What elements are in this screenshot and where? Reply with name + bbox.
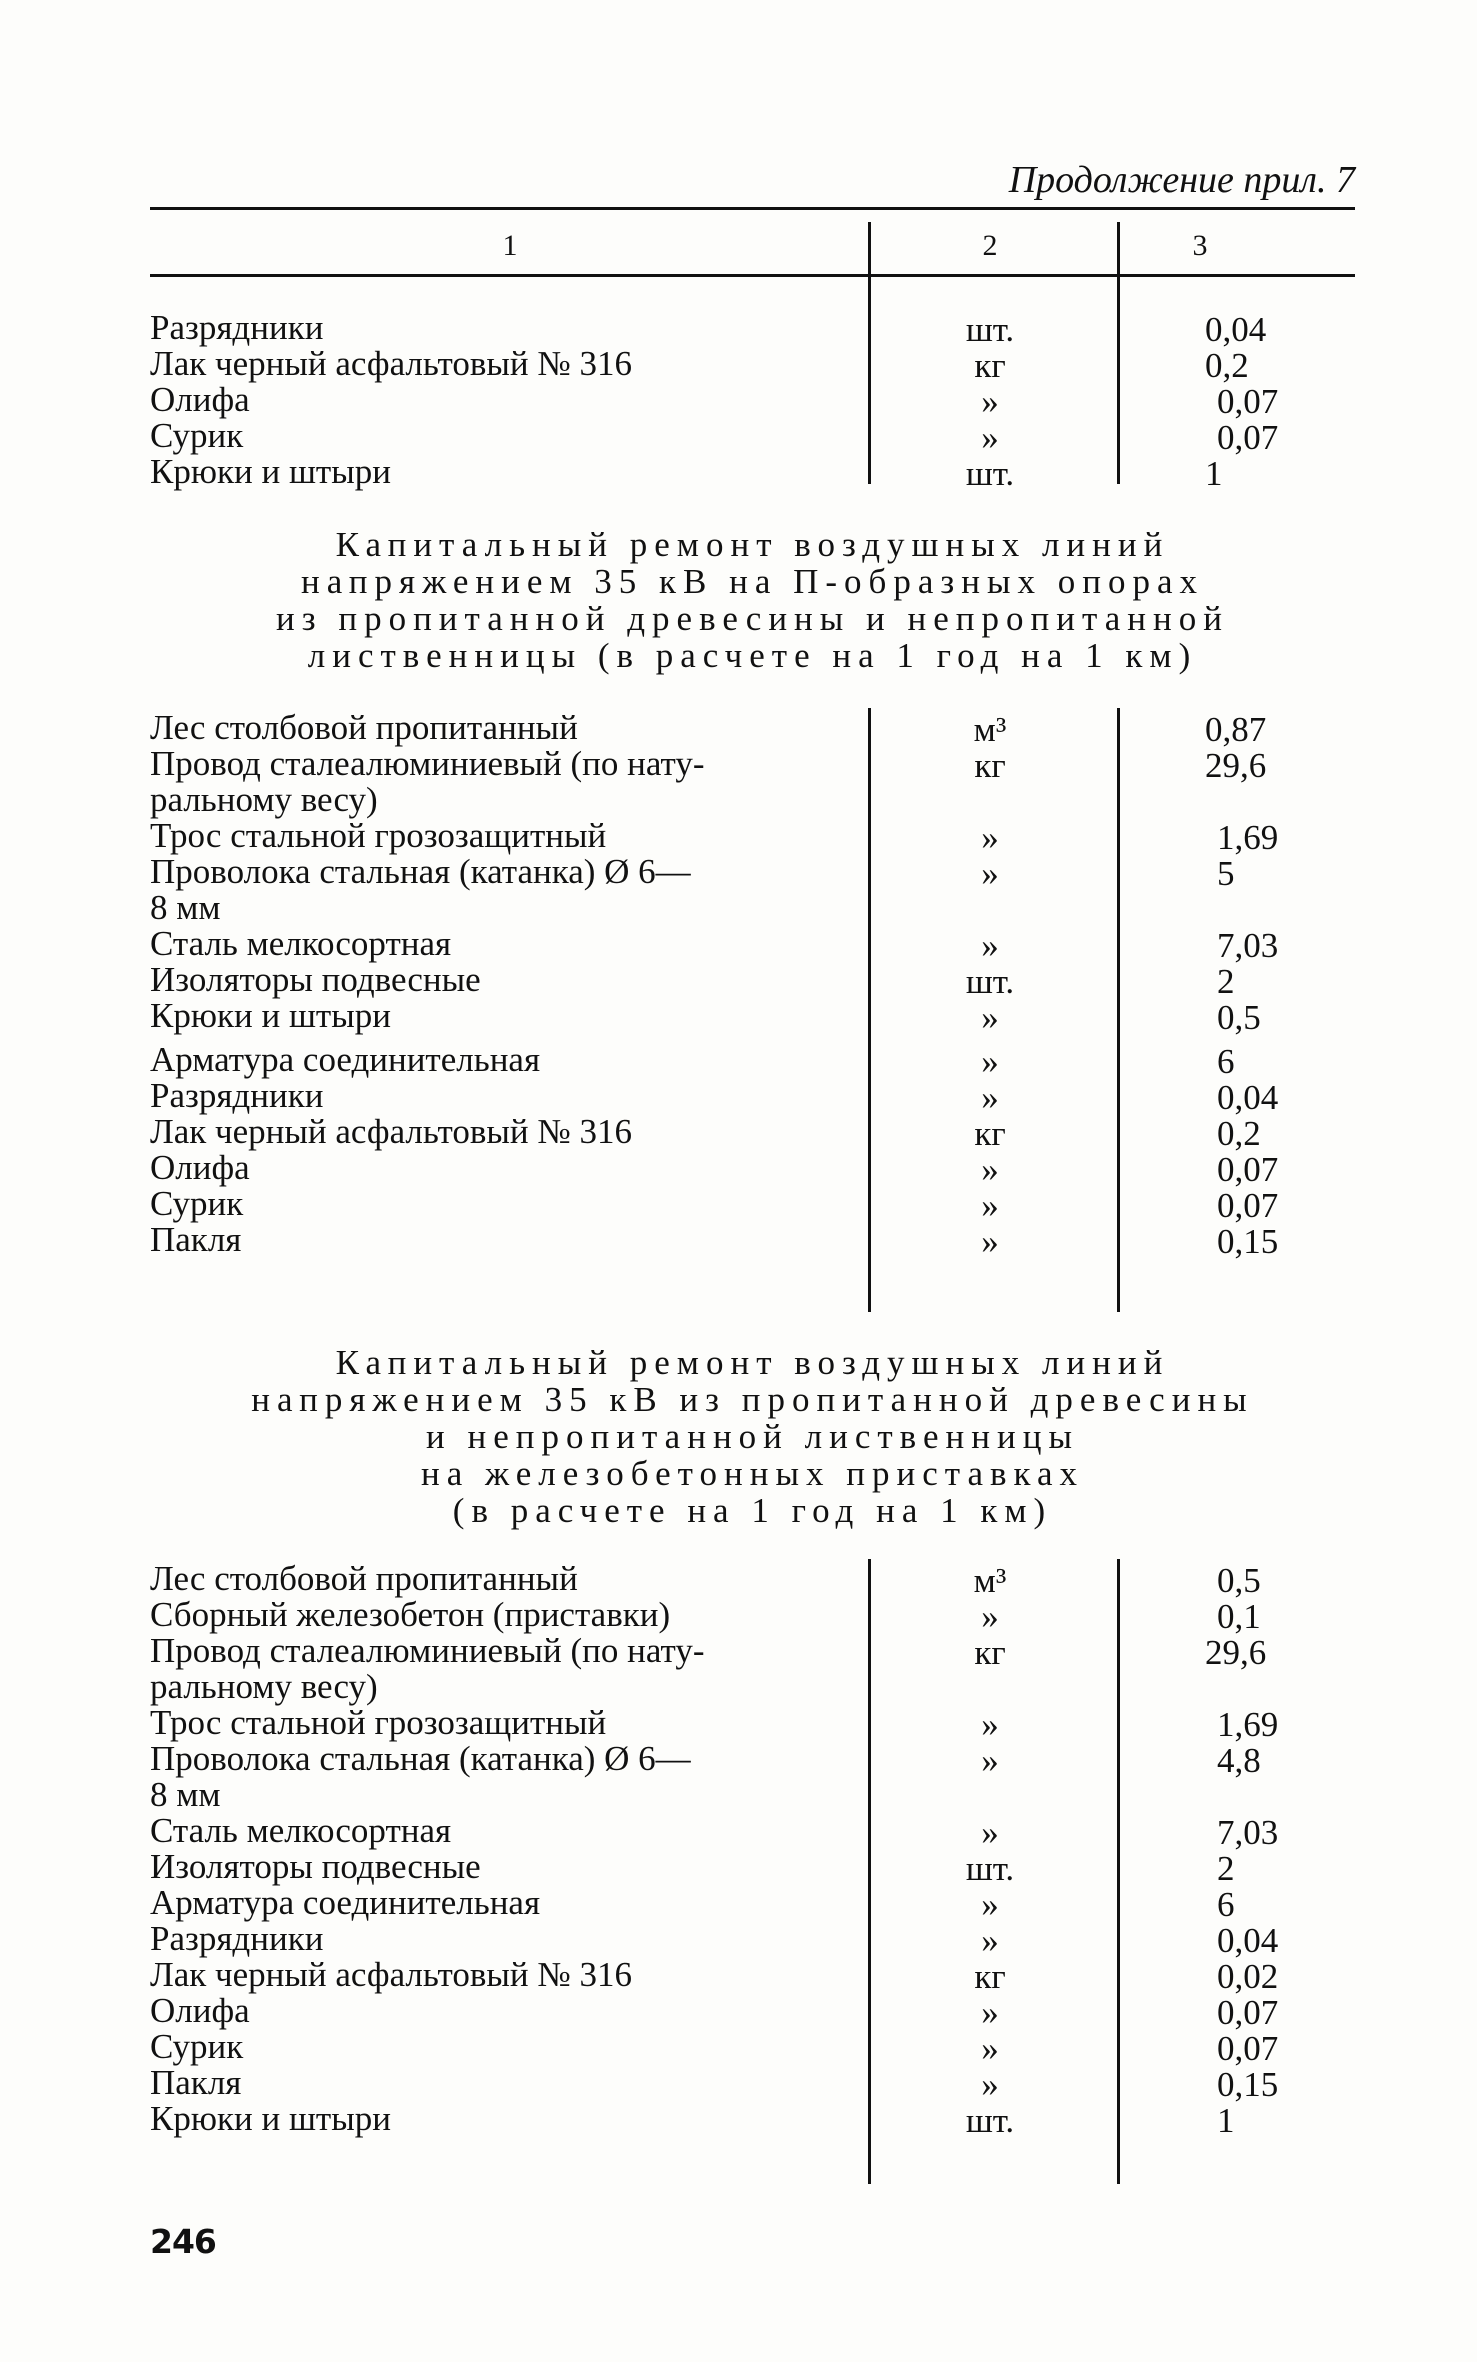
table-row [150, 416, 1355, 457]
table-row [150, 1595, 1355, 1636]
material-name: Сурик [150, 1184, 244, 1223]
material-name: Проволока стальная (катанка) Ø 6— [150, 852, 691, 891]
table-row [150, 1919, 1355, 1960]
material-name: Лес столбовой пропитанный [150, 1559, 578, 1598]
quantity-cell: 0,04 [1205, 310, 1267, 349]
table-row [150, 1076, 1355, 1117]
material-name: Лак черный асфальтовый № 316 [150, 1112, 633, 1151]
materials-table-continued [150, 308, 1355, 493]
unit-cell: » [981, 1186, 999, 1225]
column-header-2: 2 [982, 229, 998, 262]
unit-cell: кг [974, 346, 1006, 385]
quantity-cell: 1 [1217, 2101, 1235, 2140]
header-bottom-rule [150, 274, 1355, 277]
unit-cell: » [981, 1222, 999, 1261]
section-heading: Капитальный ремонт воздушных линий напряжением 35 кВ из пропитанной древесины и непропитанной лиственницы на железобетонных приставках (в расчете на 1 год на 1 км) [251, 1343, 1254, 1530]
materials-table-concrete-extensions [150, 1559, 1355, 2140]
unit-cell: » [981, 1921, 999, 1960]
material-name: Крюки и штыри [150, 2099, 391, 2138]
quantity-cell: 0,07 [1217, 2029, 1279, 2068]
quantity-cell: 1,69 [1217, 1705, 1279, 1744]
material-name: Изоляторы подвесные [150, 960, 481, 999]
unit-cell: » [981, 1885, 999, 1924]
table-row [150, 1184, 1355, 1225]
unit-cell: » [981, 1741, 999, 1780]
table-row [150, 2099, 1355, 2140]
material-name: Изоляторы подвесные [150, 1847, 481, 1886]
quantity-cell: 0,02 [1217, 1957, 1279, 1996]
material-name: Сурик [150, 416, 244, 455]
table-row [150, 854, 1355, 926]
unit-cell: » [981, 854, 999, 893]
material-name-continuation: 8 мм [150, 1775, 221, 1814]
table-row [150, 1112, 1355, 1153]
unit-cell: » [981, 818, 999, 857]
unit-cell: » [981, 998, 999, 1037]
material-name: Лес столбовой пропитанный [150, 708, 578, 747]
quantity-cell: 0,2 [1217, 1114, 1261, 1153]
unit-cell: » [981, 1993, 999, 2032]
quantity-cell: 1 [1205, 454, 1223, 493]
material-name: Лак черный асфальтовый № 316 [150, 1955, 633, 1994]
quantity-cell: 0,07 [1217, 1150, 1279, 1189]
material-name: Сборный железобетон (приставки) [150, 1595, 671, 1634]
unit-cell: » [981, 2029, 999, 2068]
column-header-1: 1 [502, 229, 518, 262]
quantity-cell: 7,03 [1217, 926, 1279, 965]
table-row [150, 1991, 1355, 2032]
unit-cell: » [981, 1150, 999, 1189]
table-row [150, 380, 1355, 421]
unit-cell: » [981, 1042, 999, 1081]
table-row [150, 1148, 1355, 1189]
quantity-cell: 2 [1217, 1849, 1235, 1888]
material-name: Сталь мелкосортная [150, 1811, 452, 1850]
quantity-cell: 5 [1217, 854, 1235, 893]
unit-cell: кг [974, 1114, 1006, 1153]
table-row [150, 960, 1355, 1001]
quantity-cell: 4,8 [1217, 1741, 1261, 1780]
table-row [150, 1220, 1355, 1261]
quantity-cell: 0,07 [1217, 1186, 1279, 1225]
table-row [150, 1633, 1355, 1705]
unit-cell: » [981, 1078, 999, 1117]
table-row [150, 1847, 1355, 1888]
table-row [150, 1955, 1355, 1996]
quantity-cell: 0,5 [1217, 998, 1261, 1037]
material-name: Разрядники [150, 1076, 324, 1115]
quantity-cell: 0,15 [1217, 1222, 1279, 1261]
material-name: Разрядники [150, 308, 324, 347]
quantity-cell: 0,87 [1205, 710, 1267, 749]
quantity-cell: 0,1 [1217, 1597, 1261, 1636]
table-row [150, 816, 1355, 857]
continuation-label: Продолжение прил. 7 [1008, 159, 1355, 201]
unit-cell: шт. [965, 2101, 1015, 2140]
table-row [150, 1883, 1355, 1924]
table-row [150, 924, 1355, 965]
section-heading: Капитальный ремонт воздушных линий напряжением 35 кВ на П-образных опорах из пропитанной древесины и непропитанной лиственницы (в расчете на 1 год на 1 км) [276, 525, 1229, 675]
material-name: Олифа [150, 380, 250, 419]
material-name: Пакля [150, 1220, 242, 1259]
material-name: Сталь мелкосортная [150, 924, 452, 963]
table-top-rule [150, 207, 1355, 210]
quantity-cell: 29,6 [1205, 746, 1267, 785]
table-row [150, 996, 1355, 1037]
table-row [150, 708, 1355, 749]
material-name: Пакля [150, 2063, 242, 2102]
quantity-cell: 0,07 [1217, 382, 1279, 421]
material-name-continuation: ральному весу) [150, 780, 378, 819]
material-name: Олифа [150, 1148, 250, 1187]
table-row [150, 746, 1355, 818]
quantity-cell: 7,03 [1217, 1813, 1279, 1852]
quantity-cell: 0,04 [1217, 1921, 1279, 1960]
unit-cell: » [981, 418, 999, 457]
material-name: Лак черный асфальтовый № 316 [150, 344, 633, 383]
material-name: Проволока стальная (катанка) Ø 6— [150, 1739, 691, 1778]
table-row [150, 1703, 1355, 1744]
table-row [150, 344, 1355, 385]
quantity-cell: 0,2 [1205, 346, 1249, 385]
quantity-cell: 1,69 [1217, 818, 1279, 857]
material-name: Арматура соединительная [150, 1040, 541, 1079]
quantity-cell: 6 [1217, 1042, 1235, 1081]
table-row [150, 2027, 1355, 2068]
unit-cell: » [981, 382, 999, 421]
material-name: Провод сталеалюминиевый (по нату- [150, 1631, 705, 1670]
table-row [150, 1741, 1355, 1813]
material-name: Трос стальной грозозащитный [150, 1703, 607, 1742]
unit-cell: шт. [965, 310, 1015, 349]
material-name: Провод сталеалюминиевый (по нату- [150, 744, 705, 783]
material-name: Арматура соединительная [150, 1883, 541, 1922]
unit-cell: кг [974, 746, 1006, 785]
quantity-cell: 29,6 [1205, 1633, 1267, 1672]
unit-cell: » [981, 1813, 999, 1852]
quantity-cell: 0,07 [1217, 418, 1279, 457]
material-name: Сурик [150, 2027, 244, 2066]
unit-cell: » [981, 1705, 999, 1744]
table-row [150, 452, 1355, 493]
materials-table-p-supports [150, 708, 1355, 1261]
unit-cell: м³ [973, 1561, 1007, 1600]
material-name-continuation: 8 мм [150, 888, 221, 927]
table-row [150, 308, 1355, 349]
quantity-cell: 0,15 [1217, 2065, 1279, 2104]
quantity-cell: 0,5 [1217, 1561, 1261, 1600]
unit-cell: кг [974, 1633, 1006, 1672]
unit-cell: м³ [973, 710, 1007, 749]
unit-cell: кг [974, 1957, 1006, 1996]
unit-cell: » [981, 1597, 999, 1636]
unit-cell: шт. [965, 1849, 1015, 1888]
material-name: Крюки и штыри [150, 996, 391, 1035]
column-header-3: 3 [1192, 229, 1208, 262]
quantity-cell: 2 [1217, 962, 1235, 1001]
quantity-cell: 0,07 [1217, 1993, 1279, 2032]
table-row [150, 1040, 1355, 1081]
material-name: Трос стальной грозозащитный [150, 816, 607, 855]
quantity-cell: 0,04 [1217, 1078, 1279, 1117]
table-row [150, 1811, 1355, 1852]
unit-cell: » [981, 2065, 999, 2104]
page-number: 246 [150, 2222, 216, 2261]
table-row [150, 1559, 1355, 1600]
material-name-continuation: ральному весу) [150, 1667, 378, 1706]
unit-cell: шт. [965, 454, 1015, 493]
table-row [150, 2063, 1355, 2104]
unit-cell: » [981, 926, 999, 965]
material-name: Разрядники [150, 1919, 324, 1958]
quantity-cell: 6 [1217, 1885, 1235, 1924]
unit-cell: шт. [965, 962, 1015, 1001]
material-name: Олифа [150, 1991, 250, 2030]
material-name: Крюки и штыри [150, 452, 391, 491]
